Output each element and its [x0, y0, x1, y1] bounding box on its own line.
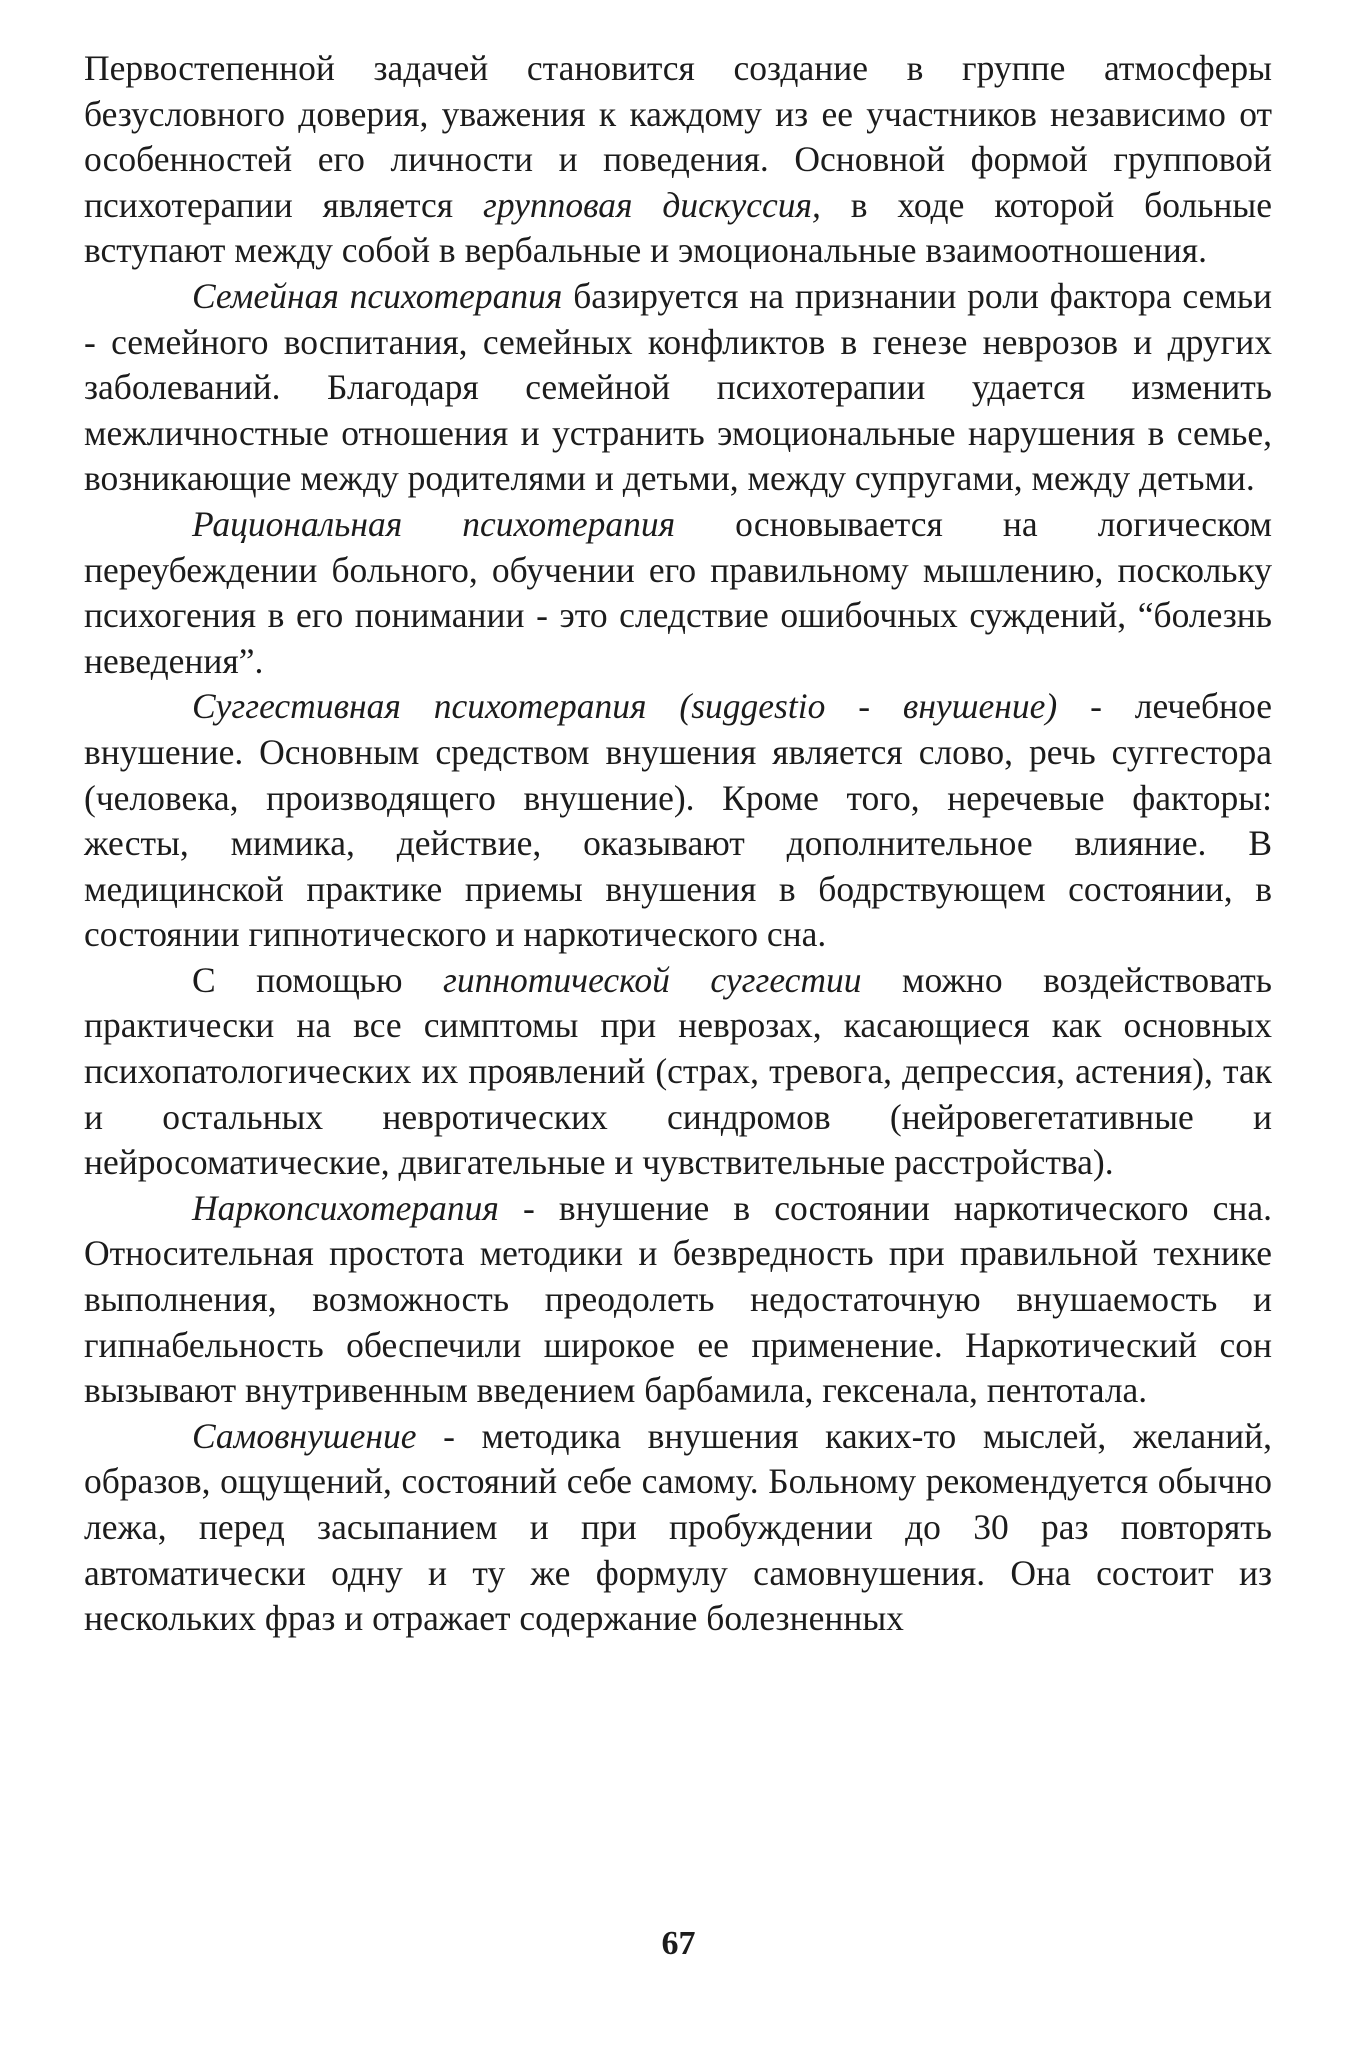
- paragraph-text: - лечебное внушение. Основным средством внушения является слово, речь суггестора (человека, производящего внушение). Кроме того, неречевые факторы: жесты, мимика, действие, оказывают дополнительное влияние. В медицинской практике приемы внушения в бодрствующем состоянии, в состоянии гипнотического и наркотического сна.: [84, 686, 1272, 955]
- term-group-discussion: групповая дискуссия,: [482, 184, 821, 225]
- paragraph-text: - методика внушения каких-то мыслей, желаний, образов, ощущений, состояний себе самому. Больному рекомендуется обычно лежа, перед засыпанием и при пробуждении до 30 раз повторять автоматически одну и ту же формулу самовнушения. Она состоит из нескольких фраз и отражает содержание болезненных: [84, 1415, 1272, 1639]
- paragraph-text: основывается на логическом переубеждении больного, обучении его правильному мышлению, поскольку психогения в его понимании - это следствие ошибочных суждений, “болезнь неведения”.: [84, 503, 1272, 681]
- paragraph-text: можно воздействовать практически на все симптомы при неврозах, касающиеся как основных психопатологических их проявлений (страх, тревога, депрессия, астения), так и остальных невротических синдромов (нейровегетативные и нейросоматические, двигательные и чувствительные расстройства).: [84, 959, 1272, 1183]
- paragraph-text: в ходе которой больные вступают между собой в вербальные и эмоциональные взаимоотношения.: [84, 184, 1272, 271]
- paragraph-text: Первостепенной задачей становится создание в группе атмосферы безусловного доверия, уважения к каждому из ее участников независимо от особенностей его личности и поведения. Основной формой групповой психотерапии является: [84, 48, 1272, 225]
- term-narcopsychotherapy: Наркопсихотерапия: [192, 1187, 499, 1228]
- paragraph-suggestive-therapy: [84, 684, 1272, 958]
- paragraph-text: базируется на признании роли фактора семьи - семейного воспитания, семейных конфликтов в генезе неврозов и других заболеваний. Благодаря семейной психотерапии удается изменить межличностные отношения и устранить эмоциональные нарушения в семье, возникающие между родителями и детьми, между супругами, между детьми.: [84, 275, 1273, 499]
- term-family-therapy: Семейная психотерапия: [192, 275, 563, 316]
- paragraph-rational-therapy: [84, 502, 1272, 684]
- page-body: [84, 46, 1272, 1642]
- term-hypnotic-suggestion: гипнотической суггестии: [443, 959, 862, 1000]
- paragraph-family-therapy: [84, 274, 1272, 502]
- paragraph-narcopsychotherapy: [84, 1186, 1272, 1414]
- paragraph-group-therapy: [84, 46, 1272, 274]
- paragraph-text: - внушение в состоянии наркотического сна. Относительная простота методики и безвредность при правильной технике выполнения, возможность преодолеть недостаточную внушаемость и гипнабельность обеспечили широкое ее применение. Наркотический сон вызывают внутривенным введением барбамила, гексенала, пентотала.: [84, 1187, 1272, 1411]
- paragraph-self-suggestion: [84, 1414, 1272, 1642]
- page-number: 67: [661, 1925, 696, 1962]
- term-suggestive-therapy: Суггестивная психотерапия (suggestio - внушение): [192, 686, 1058, 727]
- term-rational-therapy: Рациональная психотерапия: [192, 503, 676, 544]
- paragraph-text: С помощью: [192, 959, 444, 1000]
- term-self-suggestion: Самовнушение: [192, 1415, 417, 1456]
- paragraph-hypnotic-suggestion: [84, 958, 1272, 1186]
